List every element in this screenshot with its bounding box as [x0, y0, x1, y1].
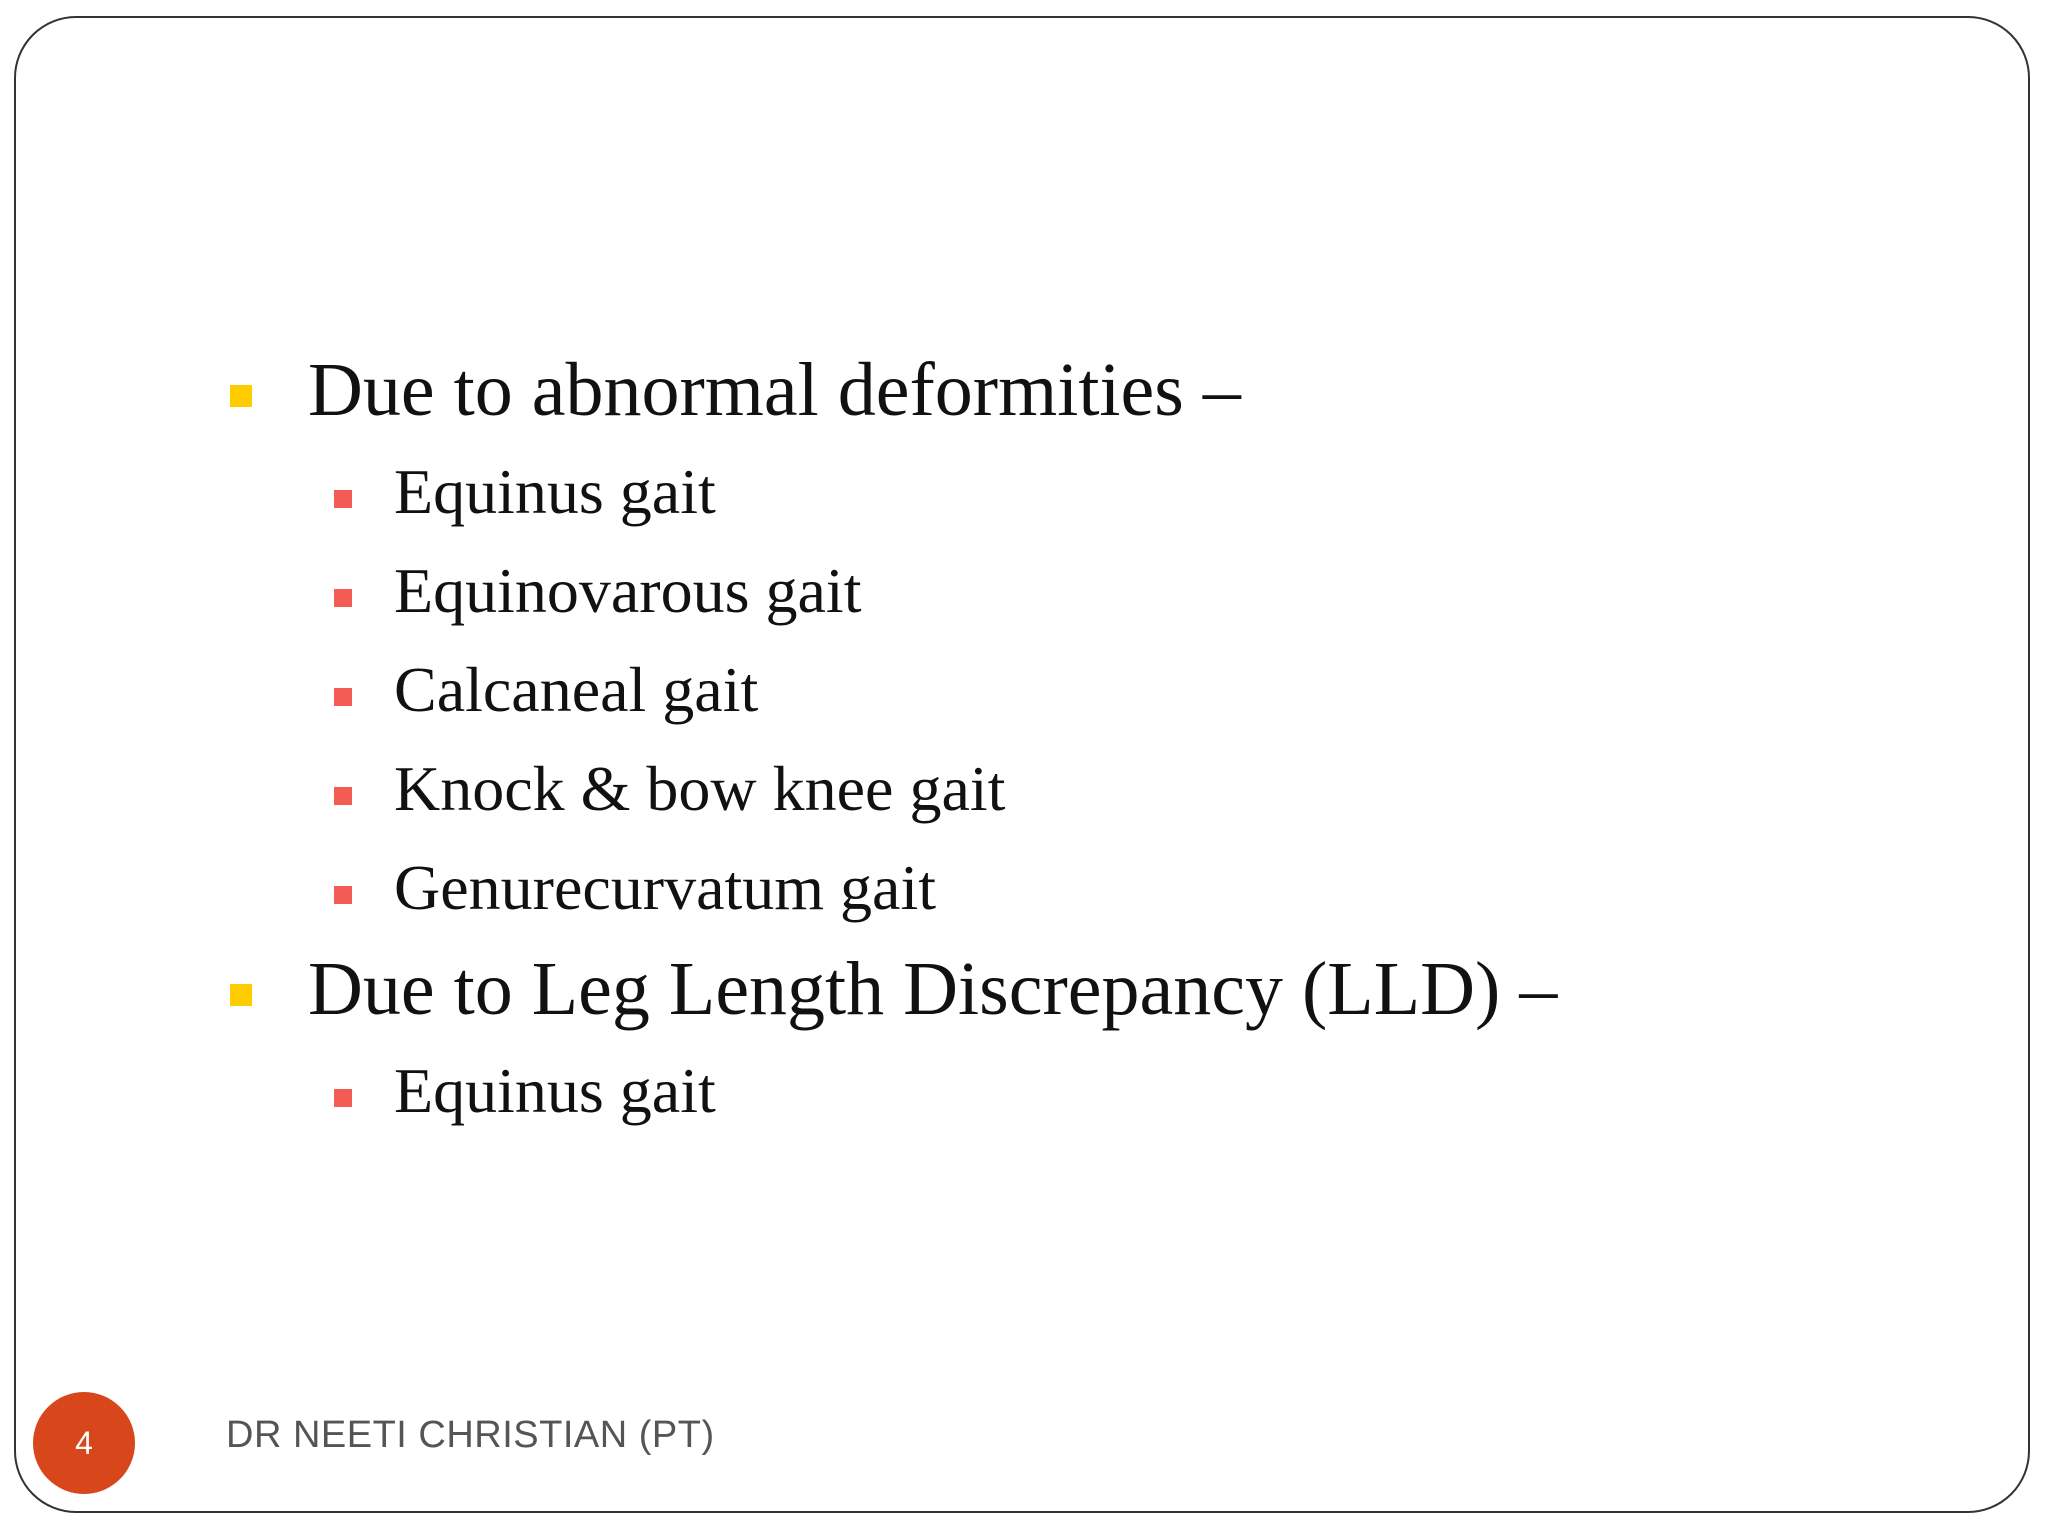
slide-content: [230, 338, 1930, 1140]
list-item-text: Knock & bow knee gait: [394, 752, 1006, 824]
list-item: [230, 838, 1930, 937]
list-item-text: Calcaneal gait: [394, 653, 759, 725]
list-item: [230, 442, 1930, 541]
footer-author: DR NEETI CHRISTIAN (PT): [226, 1414, 715, 1456]
square-bullet-icon: [230, 984, 252, 1006]
list-item: [230, 1041, 1930, 1140]
section-heading-text: Due to Leg Length Discrepancy (LLD) –: [308, 947, 1558, 1031]
section-heading: [230, 937, 1930, 1041]
list-item: [230, 541, 1930, 640]
square-bullet-icon: [334, 1089, 352, 1107]
square-bullet-icon: [334, 787, 352, 805]
square-bullet-icon: [334, 490, 352, 508]
section-heading: [230, 338, 1930, 442]
page-number-badge: 4: [33, 1392, 135, 1494]
list-item-text: Equinus gait: [394, 1054, 716, 1126]
list-item-text: Genurecurvatum gait: [394, 851, 936, 923]
square-bullet-icon: [334, 688, 352, 706]
list-item-text: Equinus gait: [394, 455, 716, 527]
section-heading-text: Due to abnormal deformities –: [308, 348, 1241, 432]
list-item: [230, 739, 1930, 838]
square-bullet-icon: [334, 589, 352, 607]
square-bullet-icon: [334, 886, 352, 904]
list-item: [230, 640, 1930, 739]
list-item-text: Equinovarous gait: [394, 554, 862, 626]
square-bullet-icon: [230, 385, 252, 407]
